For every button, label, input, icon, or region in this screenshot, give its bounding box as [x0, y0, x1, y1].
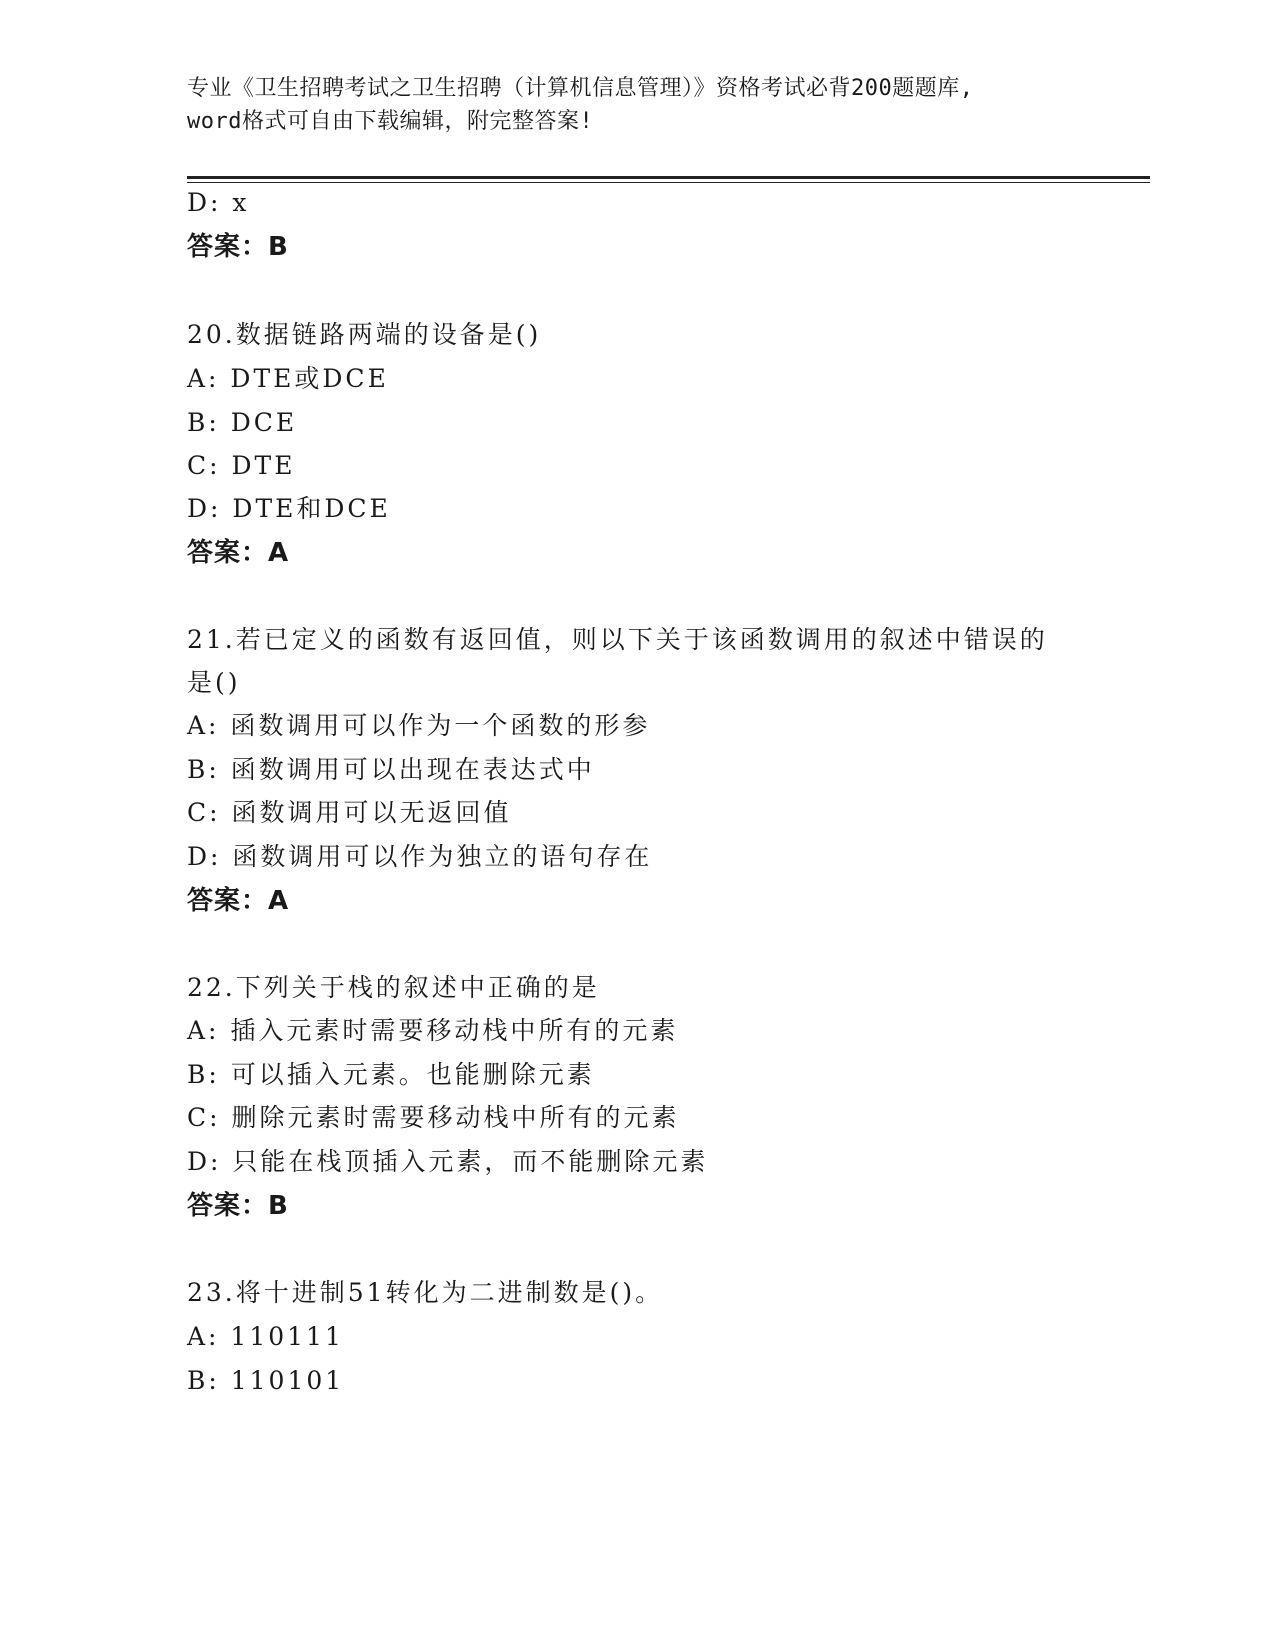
q22-option-c: C: 删除元素时需要移动栈中所有的元素 [187, 1103, 680, 1132]
document-header [187, 72, 1087, 138]
q22-option-d: D: 只能在栈顶插入元素，而不能删除元素 [187, 1147, 709, 1176]
q21-option-d: D: 函数调用可以作为独立的语句存在 [187, 842, 653, 871]
q21-option-b: B: 函数调用可以出现在表达式中 [187, 755, 595, 784]
header-divider-thin [187, 182, 1150, 183]
q20-answer: 答案：A [187, 538, 290, 568]
header-divider-thick [187, 176, 1150, 179]
q22-stem: 22.下列关于栈的叙述中正确的是 [187, 973, 600, 1002]
prev-option-d: D: x [187, 188, 250, 217]
header-title-line-2: word格式可自由下载编辑，附完整答案! [187, 109, 594, 134]
q23-option-a: A: 110111 [187, 1322, 344, 1351]
q21-stem-line-2: 是() [187, 668, 241, 697]
q21-option-a: A: 函数调用可以作为一个函数的形参 [187, 711, 651, 740]
q21-option-c: C: 函数调用可以无返回值 [187, 798, 512, 827]
q22-option-a: A: 插入元素时需要移动栈中所有的元素 [187, 1016, 679, 1045]
q22-option-b: B: 可以插入元素。也能删除元素 [187, 1060, 595, 1089]
q21-stem-line-1: 21.若已定义的函数有返回值，则以下关于该函数调用的叙述中错误的 [187, 625, 1048, 654]
q20-stem: 20.数据链路两端的设备是() [187, 320, 542, 349]
q20-option-c: C: DTE [187, 451, 296, 480]
q23-stem: 23.将十进制51转化为二进制数是()。 [187, 1278, 664, 1307]
q20-option-b: B: DCE [187, 408, 298, 437]
q20-option-d: D: DTE和DCE [187, 494, 391, 523]
prev-answer: 答案：B [187, 232, 289, 262]
q22-answer: 答案：B [187, 1191, 289, 1221]
q23-option-b: B: 110101 [187, 1366, 345, 1395]
q21-answer: 答案：A [187, 886, 290, 916]
header-title-line-1: 专业《卫生招聘考试之卫生招聘（计算机信息管理）》资格考试必背200题题库, [187, 76, 974, 101]
q20-option-a: A: DTE或DCE [187, 364, 389, 393]
